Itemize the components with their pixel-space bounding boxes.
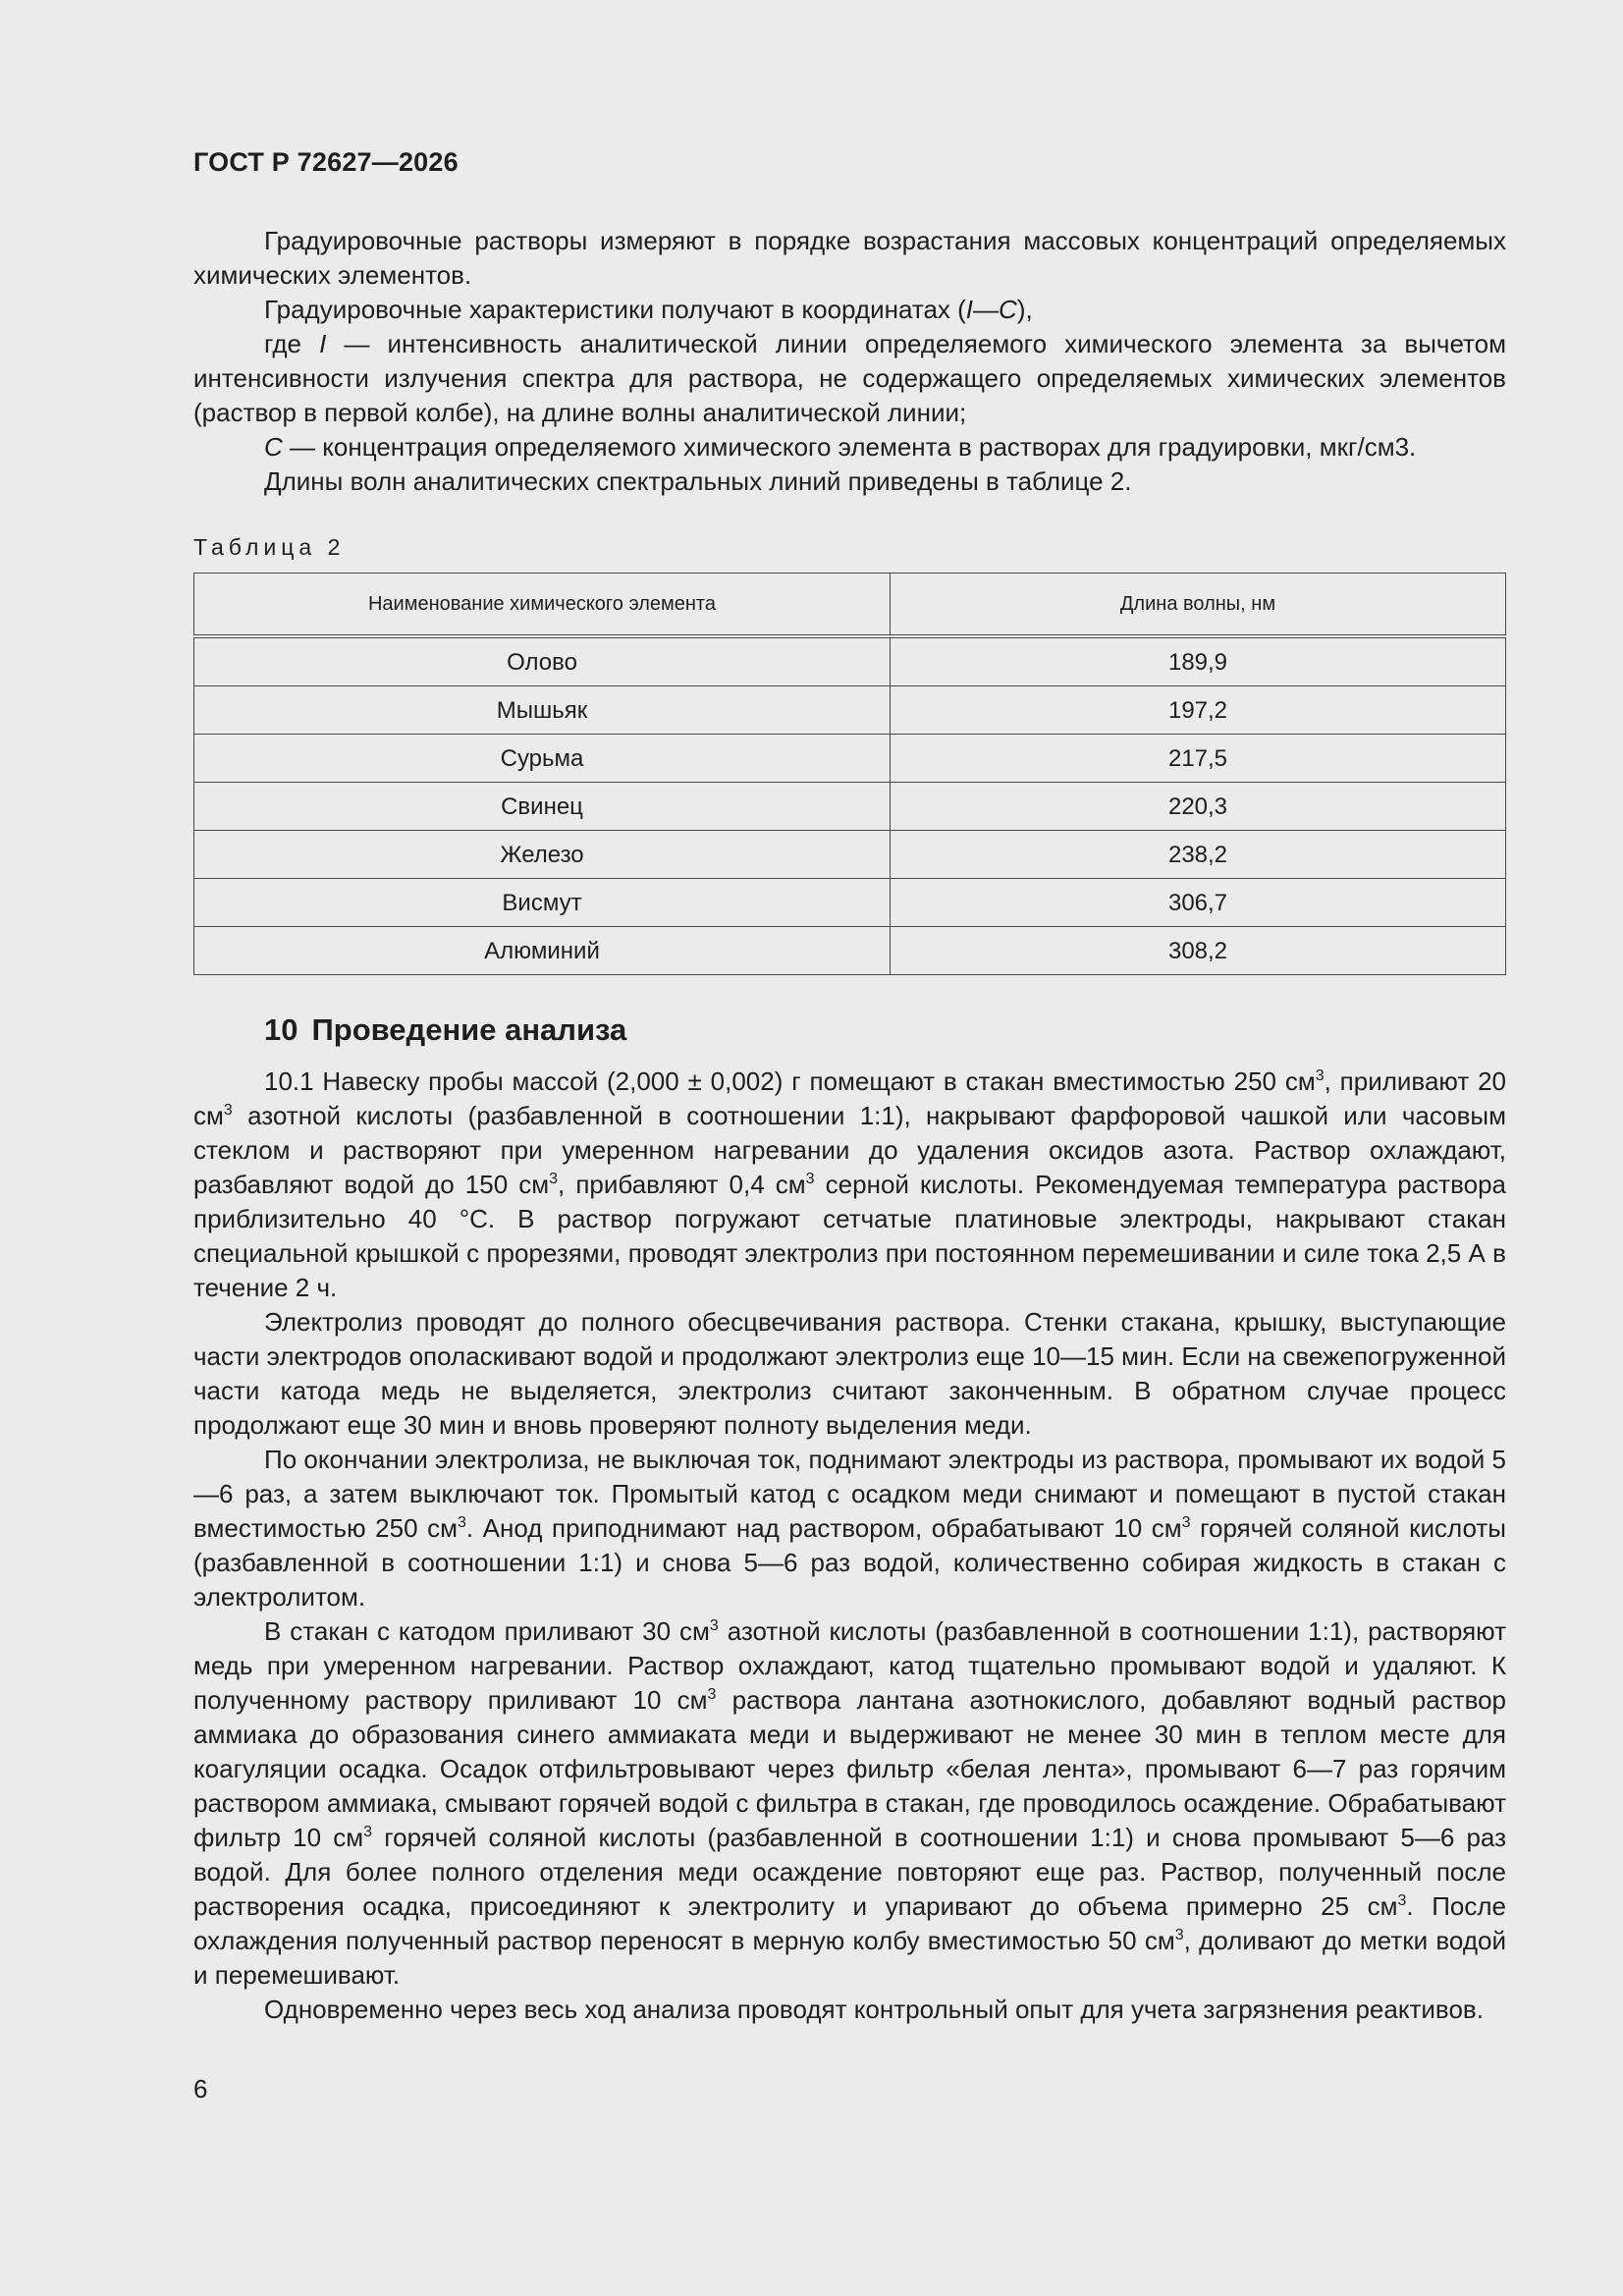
paragraph: Электролиз проводят до полного обесцвечивания раствора. Стенки стакана, крышку, выступающие части электродов ополаскивают водой и продолжают электролиз еще 10—15 мин. Если на свежепогруженной части катода медь не выделяется, электролиз считают законченным. В обратном случае процесс продолжают еще 30 мин и вновь проверяют полноту выделения меди.: [193, 1307, 1506, 1440]
table-caption: Таблица 2: [193, 534, 346, 560]
table-row: [194, 879, 1506, 927]
cell-element: Висмут: [194, 879, 891, 927]
wavelength-table: [193, 573, 1506, 975]
paragraph: 10.1 Навеску пробы массой (2,000 ± 0,002) г помещают в стакан вместимостью 250 $см^3$, приливают 20 $см^3$ азотной кислоты (разбавленной в соотношении 1:1), накрывают фарфоровой чашкой или часовым стеклом и растворяют при умеренном нагревании до удаления оксидов азота. Раствор охлаждают, разбавляют водой до 150 $см^3$, прибавляют 0,4 $см^3$ серной кислоты. Рекомендуемая температура раствора приблизительно 40 °С. В раствор погружают сетчатые платиновые электроды, накрывают стакан специальной крышкой с прорезями, проводят электролиз при постоянном перемешивании и силе тока 2,5 А в течение 2 ч.: [193, 1066, 1507, 1302]
cell-wavelength: 306,7: [891, 879, 1506, 927]
intro-block: [193, 224, 1506, 499]
cell-wavelength: 308,2: [891, 927, 1506, 975]
section-number: 10: [264, 1012, 298, 1047]
cell-element: Свинец: [194, 783, 891, 831]
table-row: [194, 735, 1506, 783]
document-header: ГОСТ Р 72627—2026: [193, 147, 459, 177]
paragraph: Одновременно через весь ход анализа проводят контрольный опыт для учета загрязнения реактивов.: [264, 1995, 1484, 2024]
cell-element: Алюминий: [194, 927, 891, 975]
table-row: [194, 927, 1506, 975]
section-title: Проведение анализа: [311, 1012, 627, 1047]
cell-wavelength: 238,2: [891, 831, 1506, 879]
section-body: [193, 1065, 1506, 2027]
cell-element: Мышьяк: [194, 686, 891, 735]
table-header-row: [194, 574, 1506, 637]
cell-wavelength: 189,9: [891, 636, 1506, 686]
page-number: 6: [193, 2074, 208, 2104]
table-row: [194, 783, 1506, 831]
paragraph: C — концентрация определяемого химического элемента в растворах для градуировки, мкг/см3.: [264, 432, 1417, 462]
paragraph: Градуировочные характеристики получают в координатах (I—C),: [264, 295, 1033, 324]
table-row: [194, 636, 1506, 686]
table-row: [194, 831, 1506, 879]
column-header-element: Наименование химического элемента: [194, 574, 891, 637]
cell-element: Железо: [194, 831, 891, 879]
section-heading: [264, 1012, 1506, 1047]
cell-element: Олово: [194, 636, 891, 686]
cell-wavelength: 217,5: [891, 735, 1506, 783]
cell-wavelength: 220,3: [891, 783, 1506, 831]
paragraph: По окончании электролиза, не выключая ток, поднимают электроды из раствора, промывают их водой 5—6 раз, а затем выключают ток. Промытый катод с осадком меди снимают и помещают в пустой стакан вместимостью 250 $см^3$. Анод приподнимают над раствором, обрабатывают 10 $см^3$ горячей соляной кислоты (разбавленной в соотношении 1:1) и снова 5—6 раз водой, количественно собирая жидкость в стакан с электролитом.: [193, 1445, 1506, 1612]
table-row: [194, 686, 1506, 735]
paragraph: Длины волн аналитических спектральных линий приведены в таблице 2.: [264, 466, 1132, 496]
column-header-wavelength: Длина волны, нм: [891, 574, 1506, 637]
paragraph: Градуировочные растворы измеряют в порядке возрастания массовых концентраций определяемых химических элементов.: [193, 226, 1506, 290]
page-content: [193, 224, 1506, 2027]
paragraph: где I — интенсивность аналитической линии определяемого химического элемента за вычетом интенсивности излучения спектра для раствора, не содержащего определяемых химических элементов (раствор в первой колбе), на длине волны аналитической линии;: [193, 329, 1506, 427]
cell-wavelength: 197,2: [891, 686, 1506, 735]
cell-element: Сурьма: [194, 735, 891, 783]
paragraph: В стакан с катодом приливают 30 $см^3$ азотной кислоты (разбавленной в соотношении 1:1), растворяют медь при умеренном нагревании. Раствор охлаждают, катод тщательно промывают водой и удаляют. К полученному раствору приливают 10 $см^3$ раствора лантана азотнокислого, добавляют водный раствор аммиака до образования синего аммиаката меди и выдерживают не менее 30 мин в теплом месте для коагуляции осадка. Осадок отфильтровывают через фильтр «белая лента», промывают 6—7 раз горячим раствором аммиака, смывают горячей водой с фильтра в стакан, где проводилось осаждение. Обрабатывают фильтр 10 $см^3$ горячей соляной кислоты (разбавленной в соотношении 1:1) и снова промывают 5—6 раз водой. Для более полного отделения меди осаждение повторяют еще раз. Раствор, полученный после растворения осадка, присоединяют к электролиту и упаривают до объема примерно 25 $см^3$. После охлаждения полученный раствор переносят в мерную колбу вместимостью 50 $см^3$, доливают до метки водой и перемешивают.: [193, 1616, 1507, 1990]
